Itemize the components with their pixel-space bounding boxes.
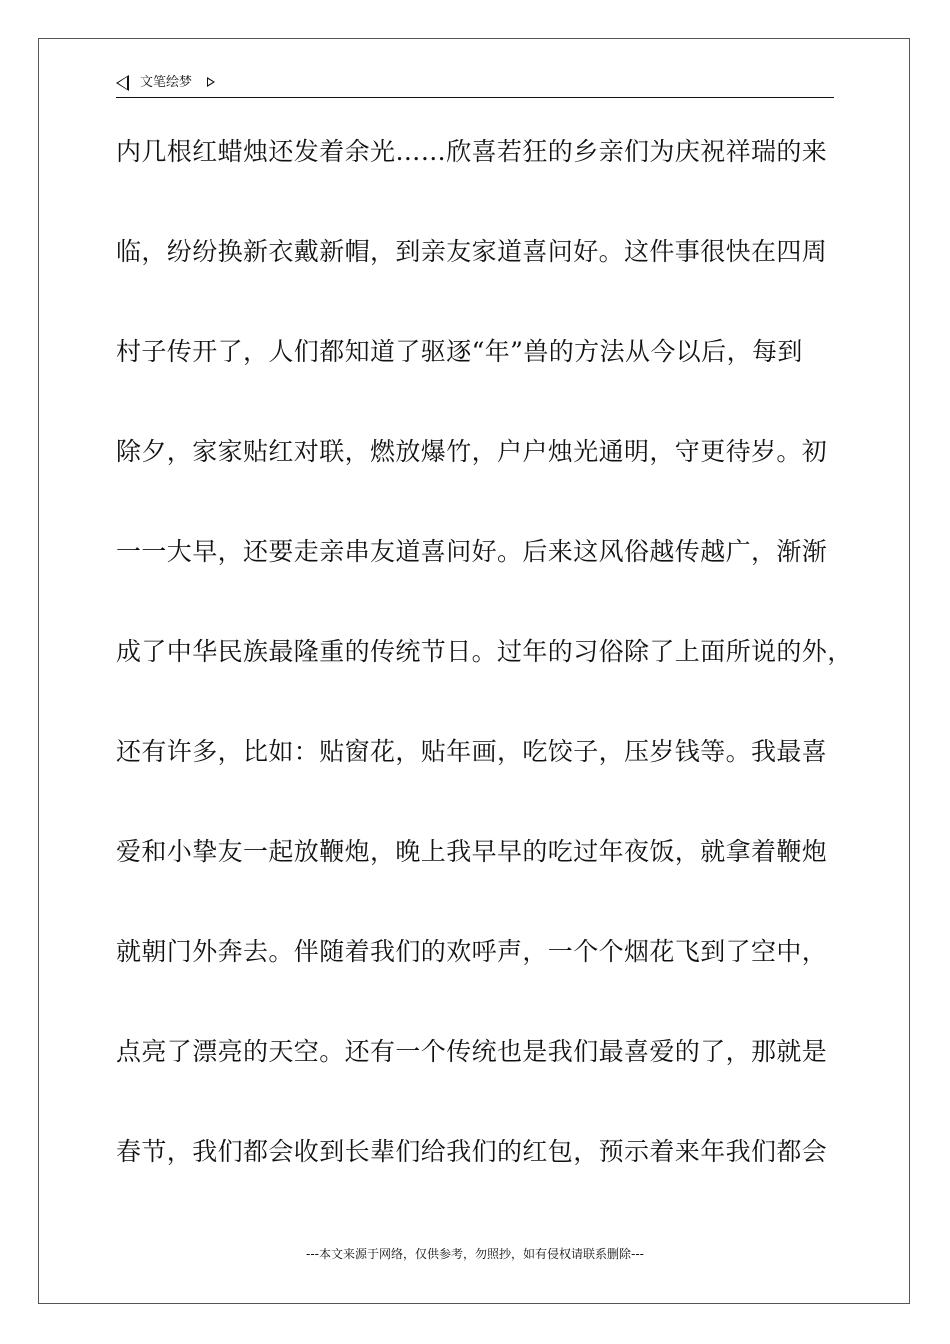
text-line: 内几根红蜡烛还发着余光……欣喜若狂的乡亲们为庆祝祥瑞的来 (116, 137, 828, 166)
text-line: 爱和小挚友一起放鞭炮，晚上我早早的吃过年夜饭，就拿着鞭炮 (116, 837, 828, 866)
text-line: 临，纷纷换新衣戴新帽，到亲友家道喜问好。这件事很快在四周 (116, 237, 828, 266)
triangle-right-icon (207, 77, 215, 87)
footer-disclaimer: ---本文来源于网络，仅供参考，勿照抄，如有侵权请联系删除--- (306, 1247, 644, 1261)
triangle-left-icon (116, 75, 129, 91)
text-line: 一一大早，还要走亲串友道喜问好。后来这风俗越传越广，渐渐 (116, 537, 828, 566)
text-line: 还有许多，比如：贴窗花，贴年画，吃饺子，压岁钱等。我最喜 (116, 737, 828, 766)
text-line: 村子传开了，人们都知道了驱逐“年”兽的方法从今以后，每到 (116, 337, 803, 366)
document-body (116, 127, 853, 1227)
text-line: 成了中华民族最隆重的传统节日。过年的习俗除了上面所说的外， (116, 637, 853, 666)
text-line: 就朝门外奔去。伴随着我们的欢呼声，一个个烟花飞到了空中， (116, 937, 828, 966)
text-line: 点亮了漂亮的天空。还有一个传统也是我们最喜爱的了，那就是 (116, 1037, 828, 1066)
text-line: 除夕，家家贴红对联，燃放爆竹，户户烛光通明，守更待岁。初 (116, 437, 828, 466)
page-header (116, 72, 834, 98)
text-line: 春节，我们都会收到长辈们给我们的红包，预示着来年我们都会 (116, 1137, 828, 1166)
header-title: 文笔绘梦 (140, 75, 193, 90)
